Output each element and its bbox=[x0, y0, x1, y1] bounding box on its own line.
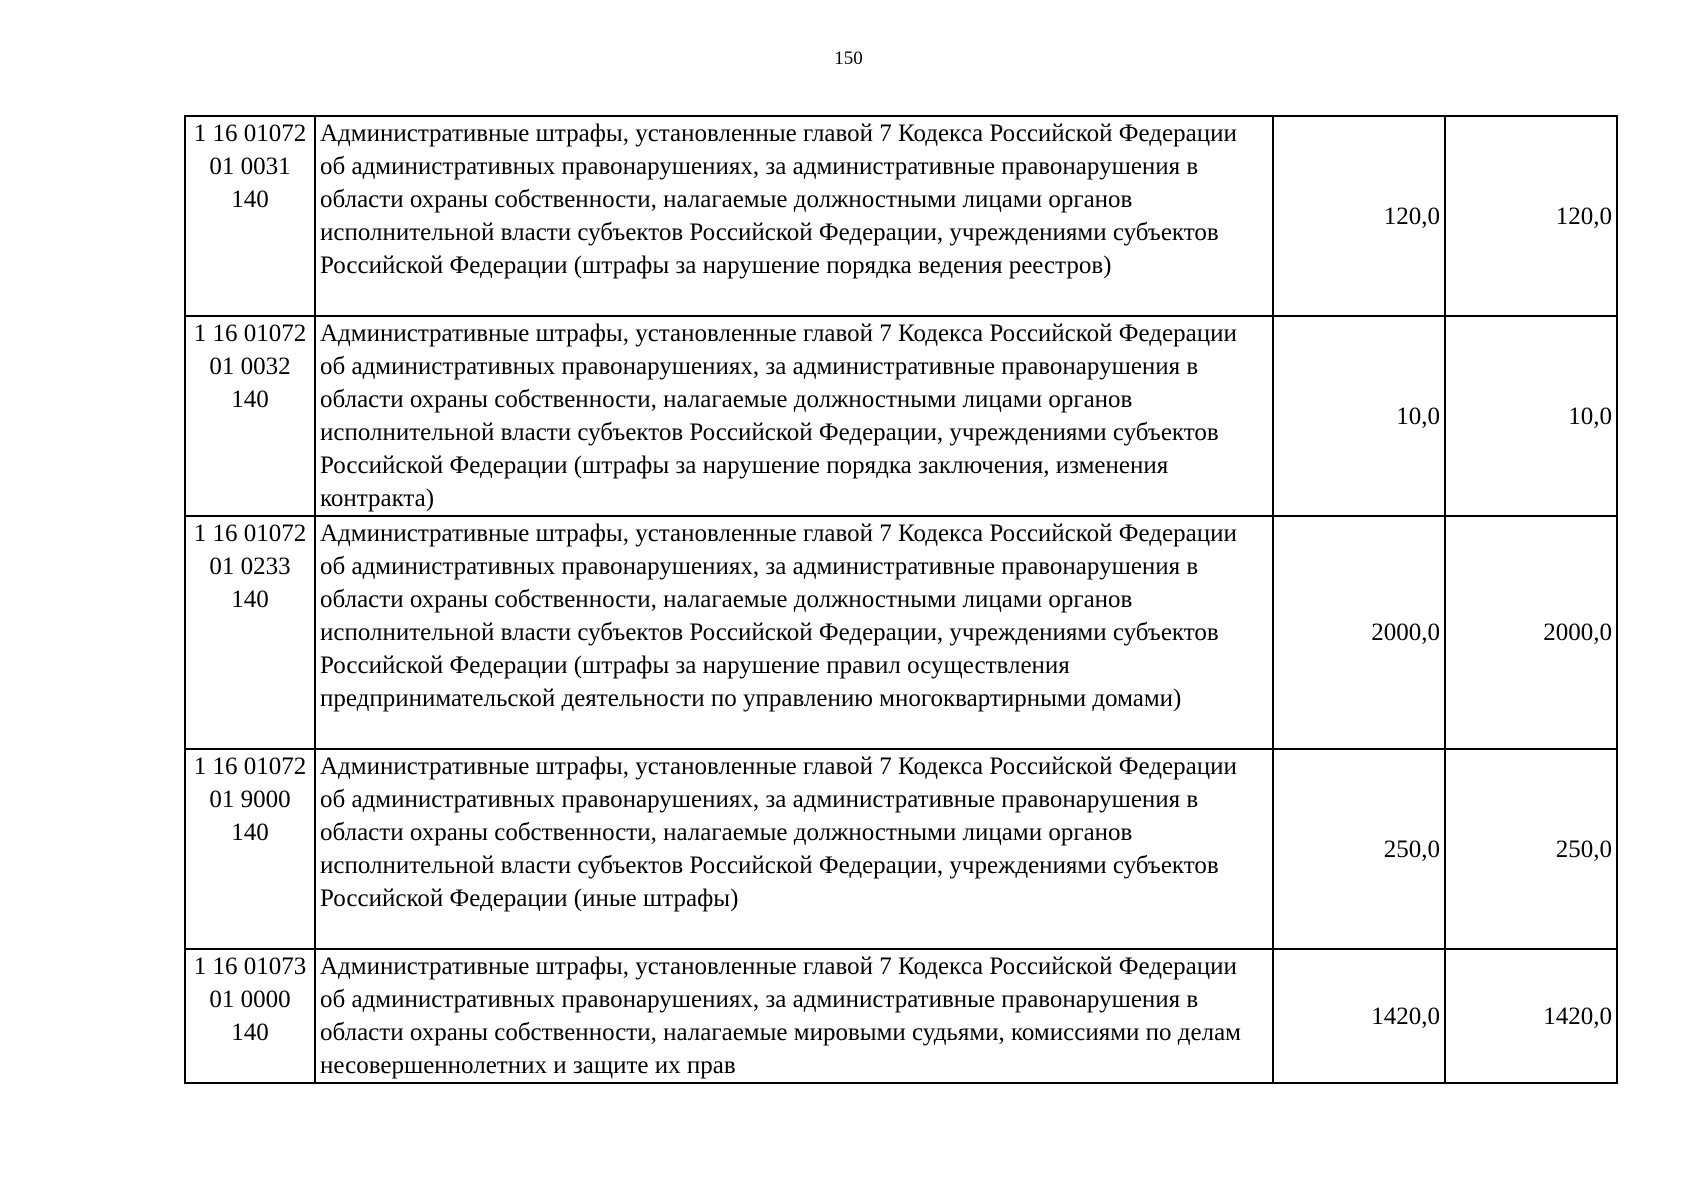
budget-code-cell bbox=[185, 116, 315, 316]
budget-code-cell bbox=[185, 949, 315, 1083]
table-row bbox=[185, 116, 1617, 316]
budget-code-line: 1 16 01072 bbox=[193, 320, 307, 347]
budget-code-line: 1 16 01072 bbox=[193, 120, 307, 147]
description-cell: Административные штрафы, установленные главой 7 Кодекса Российской Федерации об административных правонарушениях, за административные правонарушения в области охраны собственности, налагаемые должностными лицами органов исполнительной власти субъектов Российской Федерации, учреждениями субъектов Российской Федерации (штрафы за нарушение порядка заключения, изменения контракта) bbox=[315, 316, 1273, 516]
amount-cell-1: 250,0 bbox=[1273, 749, 1445, 949]
amount-cell-1: 120,0 bbox=[1273, 116, 1445, 316]
description-cell: Административные штрафы, установленные главой 7 Кодекса Российской Федерации об административных правонарушениях, за административные правонарушения в области охраны собственности, налагаемые мировыми судьями, комиссиями по делам несовершеннолетних и защите их прав bbox=[315, 949, 1273, 1083]
amount-cell-2: 250,0 bbox=[1445, 749, 1617, 949]
amount-cell-2: 120,0 bbox=[1445, 116, 1617, 316]
budget-code-line: 140 bbox=[231, 586, 269, 613]
amount-cell-1: 1420,0 bbox=[1273, 949, 1445, 1083]
budget-code-line: 140 bbox=[231, 819, 269, 846]
page-number: 150 bbox=[834, 48, 863, 69]
budget-code-line: 1 16 01072 bbox=[193, 753, 307, 780]
budget-code-line: 140 bbox=[231, 386, 269, 413]
budget-code-line: 140 bbox=[231, 1019, 269, 1046]
budget-code-line: 01 0031 bbox=[209, 153, 291, 180]
amount-cell-2: 2000,0 bbox=[1445, 516, 1617, 749]
budget-code-line: 01 0000 bbox=[209, 986, 291, 1013]
description-cell: Административные штрафы, установленные главой 7 Кодекса Российской Федерации об административных правонарушениях, за административные правонарушения в области охраны собственности, налагаемые должностными лицами органов исполнительной власти субъектов Российской Федерации, учреждениями субъектов Российской Федерации (штрафы за нарушение правил осуществления предпринимательской деятельности по управлению многоквартирными домами) bbox=[315, 516, 1273, 749]
budget-code-line: 01 0032 bbox=[209, 353, 291, 380]
amount-cell-1: 2000,0 bbox=[1273, 516, 1445, 749]
description-cell: Административные штрафы, установленные главой 7 Кодекса Российской Федерации об административных правонарушениях, за административные правонарушения в области охраны собственности, налагаемые должностными лицами органов исполнительной власти субъектов Российской Федерации, учреждениями субъектов Российской Федерации (штрафы за нарушение порядка ведения реестров) bbox=[315, 116, 1273, 316]
budget-code-line: 1 16 01073 bbox=[193, 953, 307, 980]
budget-code-cell bbox=[185, 316, 315, 516]
table-row bbox=[185, 949, 1617, 1083]
description-cell: Административные штрафы, установленные главой 7 Кодекса Российской Федерации об административных правонарушениях, за административные правонарушения в области охраны собственности, налагаемые должностными лицами органов исполнительной власти субъектов Российской Федерации, учреждениями субъектов Российской Федерации (иные штрафы) bbox=[315, 749, 1273, 949]
amount-cell-2: 10,0 bbox=[1445, 316, 1617, 516]
budget-code-cell bbox=[185, 516, 315, 749]
budget-code-line: 01 0233 bbox=[209, 553, 291, 580]
budget-code-line: 140 bbox=[231, 186, 269, 213]
table-row bbox=[185, 749, 1617, 949]
amount-cell-1: 10,0 bbox=[1273, 316, 1445, 516]
table-row bbox=[185, 516, 1617, 749]
budget-code-line: 1 16 01072 bbox=[193, 520, 307, 547]
amount-cell-2: 1420,0 bbox=[1445, 949, 1617, 1083]
table-row bbox=[185, 316, 1617, 516]
budget-code-cell bbox=[185, 749, 315, 949]
revenue-table bbox=[184, 115, 1618, 1084]
budget-code-line: 01 9000 bbox=[209, 786, 291, 813]
